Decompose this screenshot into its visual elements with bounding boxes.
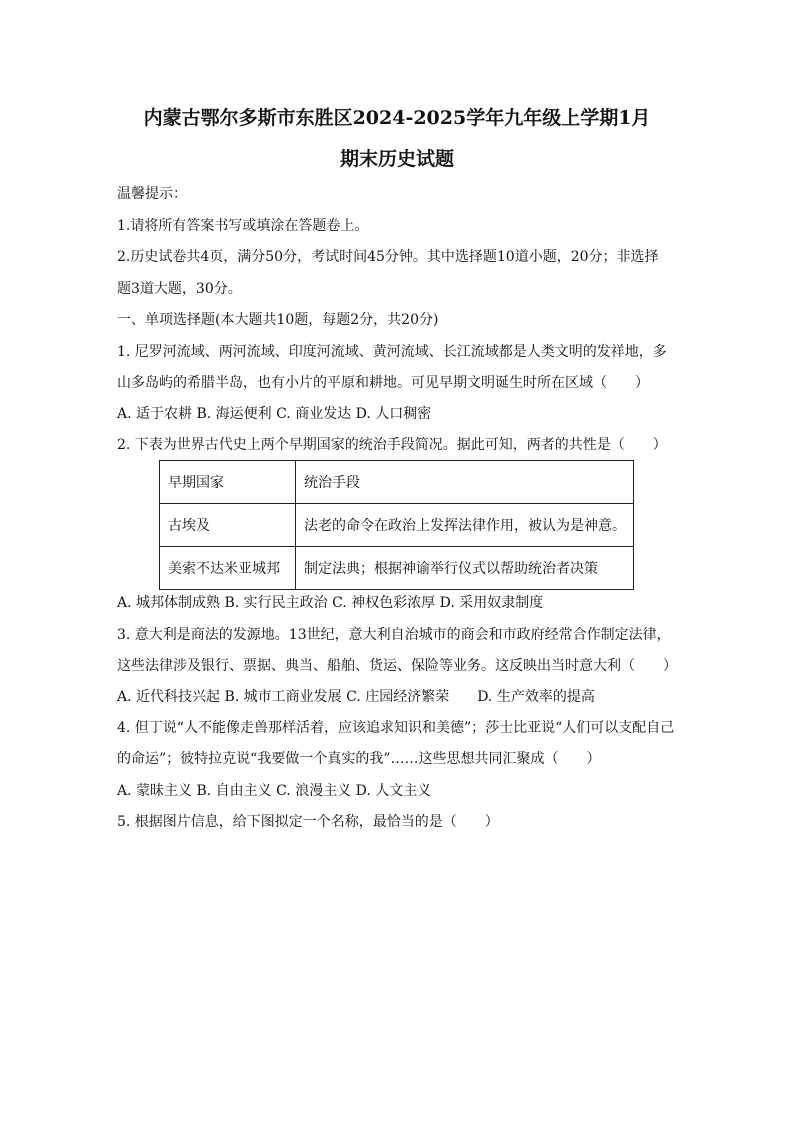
question-2-stem-line1: 2. 下表为世界古代史上两个早期国家的统治手段简况。据此可知，两者的共性是（ ） [117,437,667,453]
table-header-cell: 统治手段 [296,461,634,504]
table-cell: 制定法典；根据神谕举行仪式以帮助统治者决策 [296,547,634,590]
question-4-stem-line1: 4. 但丁说“人不能像走兽那样活着，应该追求知识和美德”；莎士比亚说“人们可以支配自己 [117,720,675,736]
table-cell: 古埃及 [160,504,296,547]
section-heading: 一、单项选择题(本大题共10题，每题2分，共20分) [117,312,439,328]
question-4-options: A. 蒙昧主义 B. 自由主义 C. 浪漫主义 D. 人文主义 [117,783,432,799]
question-5-stem: 5. 根据图片信息，给下图拟定一个名称，最恰当的是（ ） [117,814,499,830]
question-3-options: A. 近代科技兴起 B. 城市工商业发展 C. 庄园经济繁荣 D. 生产效率的提高 [117,689,595,705]
exam-title-line1: 内蒙古鄂尔多斯市东胜区2024-2025学年九年级上学期1月 [143,107,651,129]
question-2-table [159,460,633,590]
notice-item-1: 1.请将所有答案书写或填涂在答题卷上。 [117,218,369,234]
notice-item-2-line1: 2.历史试卷共4页，满分50分，考试时间45分钟。其中选择题10道小题，20分；非选择 [117,249,659,265]
table-row [160,504,634,547]
table-header-row [160,461,634,504]
question-1-stem-line2: 山多岛屿的希腊半岛，也有小片的平原和耕地。可见早期文明诞生时所在区域（ ） [117,375,649,391]
question-4-stem-line2: 的命运”；彼特拉克说“我要做一个真实的我”……这些思想共同汇聚成（ ） [117,751,601,767]
exam-title-line2: 期末历史试题 [339,148,454,170]
question-1-stem-line1: 1. 尼罗河流域、两河流域、印度河流域、黄河流域、长江流域都是人类文明的发祥地，多 [117,344,667,360]
table-cell: 法老的命令在政治上发挥法律作用，被认为是神意。 [296,504,634,547]
table-row [160,547,634,590]
question-3-stem-line2: 这些法律涉及银行、票据、典当、船舶、货运、保险等业务。这反映出当时意大利（ ） [117,658,677,674]
table-header-cell: 早期国家 [160,461,296,504]
question-2-options: A. 城邦体制成熟 B. 实行民主政治 C. 神权色彩浓厚 D. 采用奴隶制度 [117,595,544,611]
notice-heading: 温馨提示： [117,186,187,202]
question-1-options: A. 适于农耕 B. 海运便利 C. 商业发达 D. 人口稠密 [117,406,432,422]
table-cell: 美索不达米亚城邦 [160,547,296,590]
notice-item-2-line2: 题3道大题，30分。 [117,281,242,297]
question-3-stem-line1: 3. 意大利是商法的发源地。13世纪，意大利自治城市的商会和市政府经常合作制定法律， [117,627,671,643]
